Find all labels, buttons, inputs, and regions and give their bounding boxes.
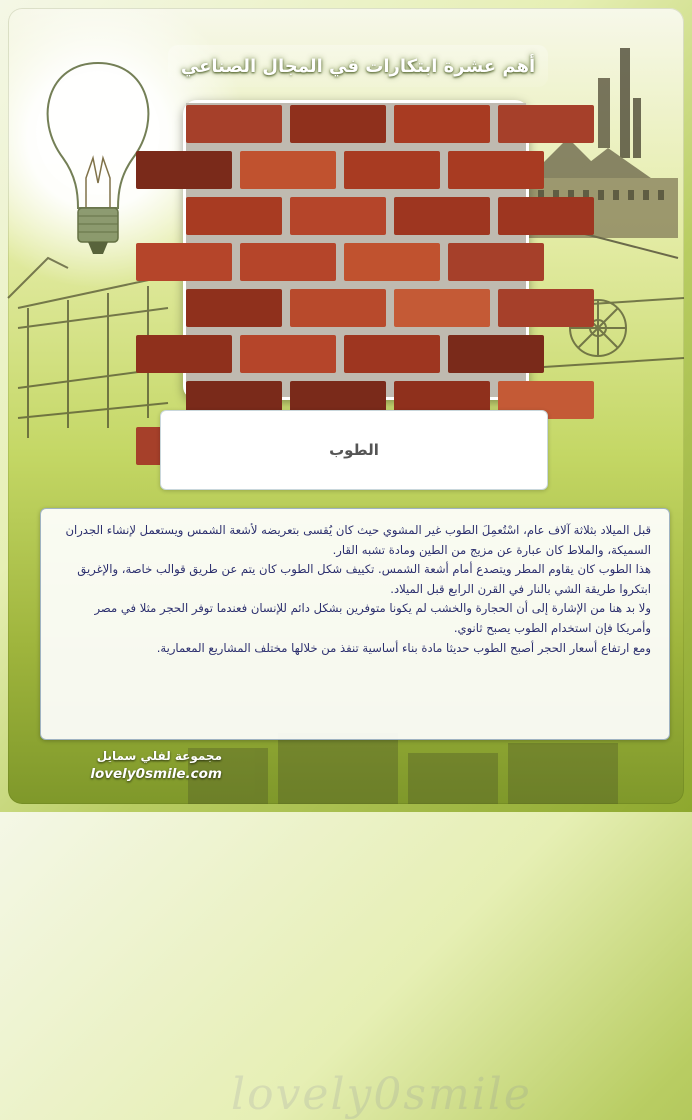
article-paragraph: قبل الميلاد بثلاثة آلاف عام، اسْتُعمِلَ الطوب غير المشوي حيث كان يُقسى بتعريضه لأشعة الشمس ويستعمل لإنشاء الجدران السميكة، والملاط كان عبارة عن مزيج من الطين ومادة تشبه القار. [65, 523, 651, 557]
article-paragraph: ومع ارتفاع أسعار الحجر أصبح الطوب حديثا مادة بناء أساسية تنفذ من خلالها مختلف المشاريع المعمارية. [156, 640, 651, 655]
brick-wall-photo [183, 100, 529, 400]
article-paragraph: ولا بد هنا من الإشارة إلى أن الحجارة والخشب لم يكونا متوفرين بشكل دائم للإنسان فعندما توفر الحجر مثلا في مصر وأمريكا فإن استخدام الطوب يصبح ثانوي. [94, 601, 651, 635]
brick-wall-image [186, 103, 526, 397]
title-bar [168, 45, 548, 87]
site-logo[interactable] [42, 749, 222, 782]
buildings-illustration [188, 733, 618, 804]
logo-arabic-text: مجموعة لفلي سمايل [96, 749, 222, 763]
article-body [59, 521, 651, 729]
caption-box [160, 410, 548, 490]
article-paragraph: هذا الطوب كان يقاوم المطر ويتصدع أمام أشعة الشمس. تكييف شكل الطوب كان يتم عن طريق قوالب خاصة، والإغريق ابتكروا طريقة الشي بالنار في القرن الرابع قبل الميلاد. [77, 562, 651, 596]
image-caption: الطوب [329, 441, 379, 459]
page-frame [8, 8, 684, 1120]
page-title: أهم عشرة ابتكارات في المجال الصناعي [180, 55, 536, 77]
logo-url-text[interactable]: lovely0smile.com [90, 766, 222, 782]
watermark: lovely0smile [231, 1069, 532, 1120]
